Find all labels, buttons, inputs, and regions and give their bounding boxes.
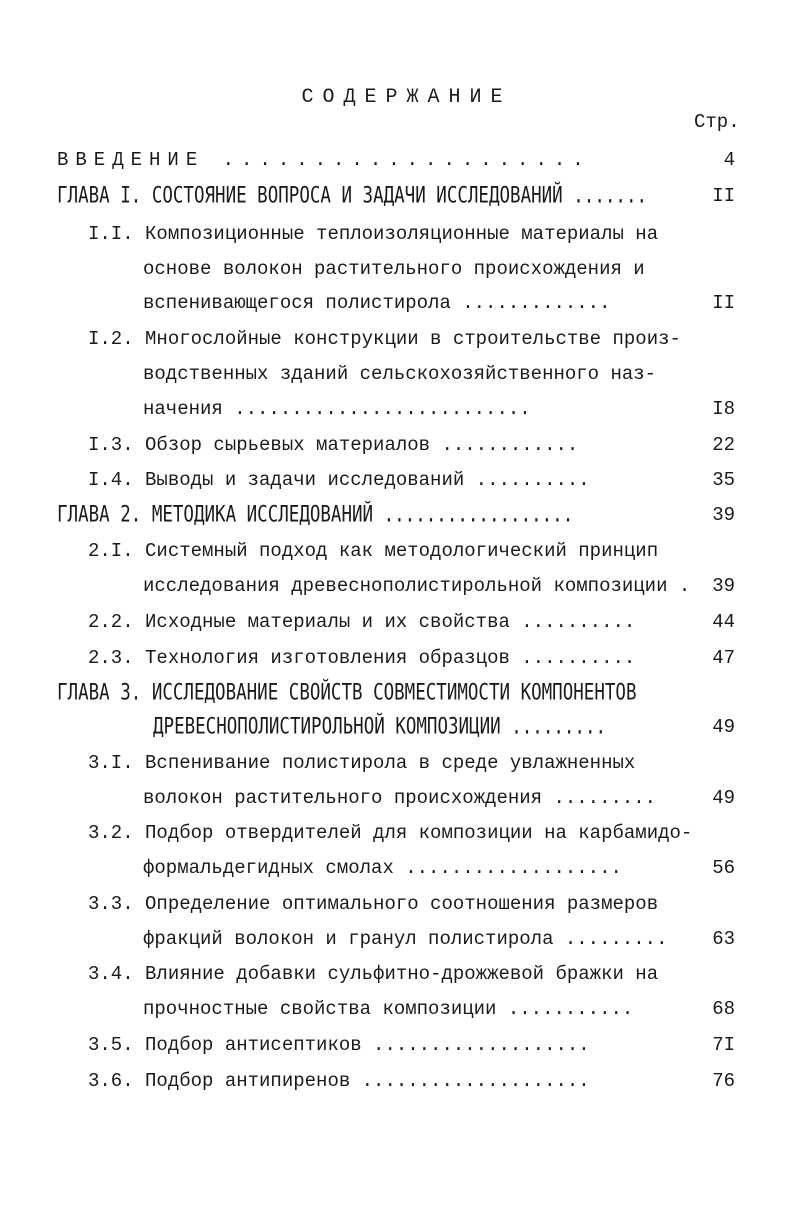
toc-entry <box>0 783 793 813</box>
toc-entry-text: 2.I. Системный подход как методологический принцип <box>88 540 659 562</box>
toc-entry <box>0 959 793 989</box>
toc-entry <box>0 748 793 778</box>
toc-page-number: 49 <box>712 787 735 809</box>
toc-page-number: 39 <box>712 575 735 597</box>
toc-entry-text: прочностные свойства композиции ........... <box>143 998 634 1020</box>
toc-entry-text: 3.5. Подбор антисептиков ................... <box>88 1034 590 1056</box>
toc-page-number: 76 <box>712 1070 735 1092</box>
toc-entry-text: 3.3. Определение оптимального соотношения размеров <box>88 893 659 915</box>
page-title: СОДЕРЖАНИЕ <box>301 86 512 109</box>
toc-entry-text: 2.3. Технология изготовления образцов .......... <box>88 647 636 669</box>
page-column-label: Стр. <box>694 111 740 133</box>
toc-entry <box>0 994 793 1024</box>
toc-page-number: II <box>712 292 735 314</box>
toc-entry <box>0 430 793 460</box>
toc-entry-chapter-1 <box>0 181 793 211</box>
toc-entry <box>0 219 793 249</box>
toc-page-number: 7I <box>712 1034 735 1056</box>
toc-entry-text: волокон растительного происхождения ......... <box>143 787 657 809</box>
toc-entry-text: основе волокон растительного происхождения и <box>143 258 645 280</box>
toc-entry <box>0 536 793 566</box>
toc-page-number: 44 <box>712 611 735 633</box>
toc-page-number: 39 <box>712 504 735 526</box>
toc-page-number: II <box>712 185 735 207</box>
toc-entry <box>0 1066 793 1096</box>
toc-page-number: 47 <box>712 647 735 669</box>
toc-entry-text: фракций волокон и гранул полистирола ......... <box>143 928 668 950</box>
toc-page-number: I8 <box>712 398 735 420</box>
toc-entry-text: водственных зданий сельскохозяйственного наз- <box>143 363 657 385</box>
toc-entry <box>0 324 793 354</box>
toc-entry-text: 3.I. Вспенивание полистирола в среде увлажненных <box>88 752 636 774</box>
toc-page-number: 68 <box>712 998 735 1020</box>
toc-entry-text: I.4. Выводы и задачи исследований .......... <box>88 469 590 491</box>
toc-page-number: 49 <box>712 716 735 738</box>
toc-entry-text: 3.6. Подбор антипиренов .................... <box>88 1070 590 1092</box>
toc-entry-text: ГЛАВА 3. ИССЛЕДОВАНИЕ СВОЙСТВ СОВМЕСТИМОСТИ КОМПОНЕНТОВ <box>57 680 637 706</box>
toc-entry <box>0 924 793 954</box>
toc-entry-text: I.I. Композиционные теплоизоляционные материалы на <box>88 223 659 245</box>
toc-entry <box>0 394 793 424</box>
toc-entry <box>0 643 793 673</box>
toc-entry-chapter-3 <box>0 678 793 708</box>
toc-entry-text: ГЛАВА I. СОСТОЯНИЕ ВОПРОСА И ЗАДАЧИ ИССЛЕДОВАНИЙ ....... <box>57 183 648 209</box>
toc-entry <box>0 607 793 637</box>
toc-entry <box>0 254 793 284</box>
toc-entry-chapter-2 <box>0 500 793 530</box>
toc-entry-introduction <box>0 145 793 175</box>
toc-page-number: 63 <box>712 928 735 950</box>
toc-entry-text: исследования древеснополистирольной композиции . <box>143 575 691 597</box>
toc-entry <box>0 465 793 495</box>
toc-entry-text: 3.4. Влияние добавки сульфитно-дрожжевой бражки на <box>88 963 659 985</box>
toc-entry-text: формальдегидных смолах ................... <box>143 857 622 879</box>
toc-entry <box>0 288 793 318</box>
toc-entry <box>0 1030 793 1060</box>
toc-entry-text: 3.2. Подбор отвердителей для композиции на карбамидо- <box>88 822 693 844</box>
toc-entry-text: вспенивающегося полистирола ............. <box>143 292 611 314</box>
toc-page-number: 22 <box>712 434 735 456</box>
toc-page-number: 35 <box>712 469 735 491</box>
toc-entry-text: I.2. Многослойные конструкции в строительстве произ- <box>88 328 681 350</box>
toc-page-number: 56 <box>712 857 735 879</box>
toc-entry-text: ГЛАВА 2. МЕТОДИКА ИССЛЕДОВАНИЙ .................. <box>57 502 574 528</box>
toc-entry-text: начения .......................... <box>143 398 531 420</box>
toc-entry-text: I.3. Обзор сырьевых материалов ............ <box>88 434 579 456</box>
toc-entry <box>0 359 793 389</box>
toc-entry <box>0 853 793 883</box>
toc-entry-text: 2.2. Исходные материалы и их свойства .......... <box>88 611 636 633</box>
toc-page-number: 4 <box>723 149 735 171</box>
toc-entry <box>0 818 793 848</box>
toc-entry <box>0 571 793 601</box>
toc-entry <box>0 712 793 742</box>
toc-entry-text: ДРЕВЕСНОПОЛИСТИРОЛЬНОЙ КОМПОЗИЦИИ ......... <box>153 714 607 740</box>
toc-entry <box>0 889 793 919</box>
toc-entry-text: ВВЕДЕНИЕ .................... <box>57 149 591 171</box>
